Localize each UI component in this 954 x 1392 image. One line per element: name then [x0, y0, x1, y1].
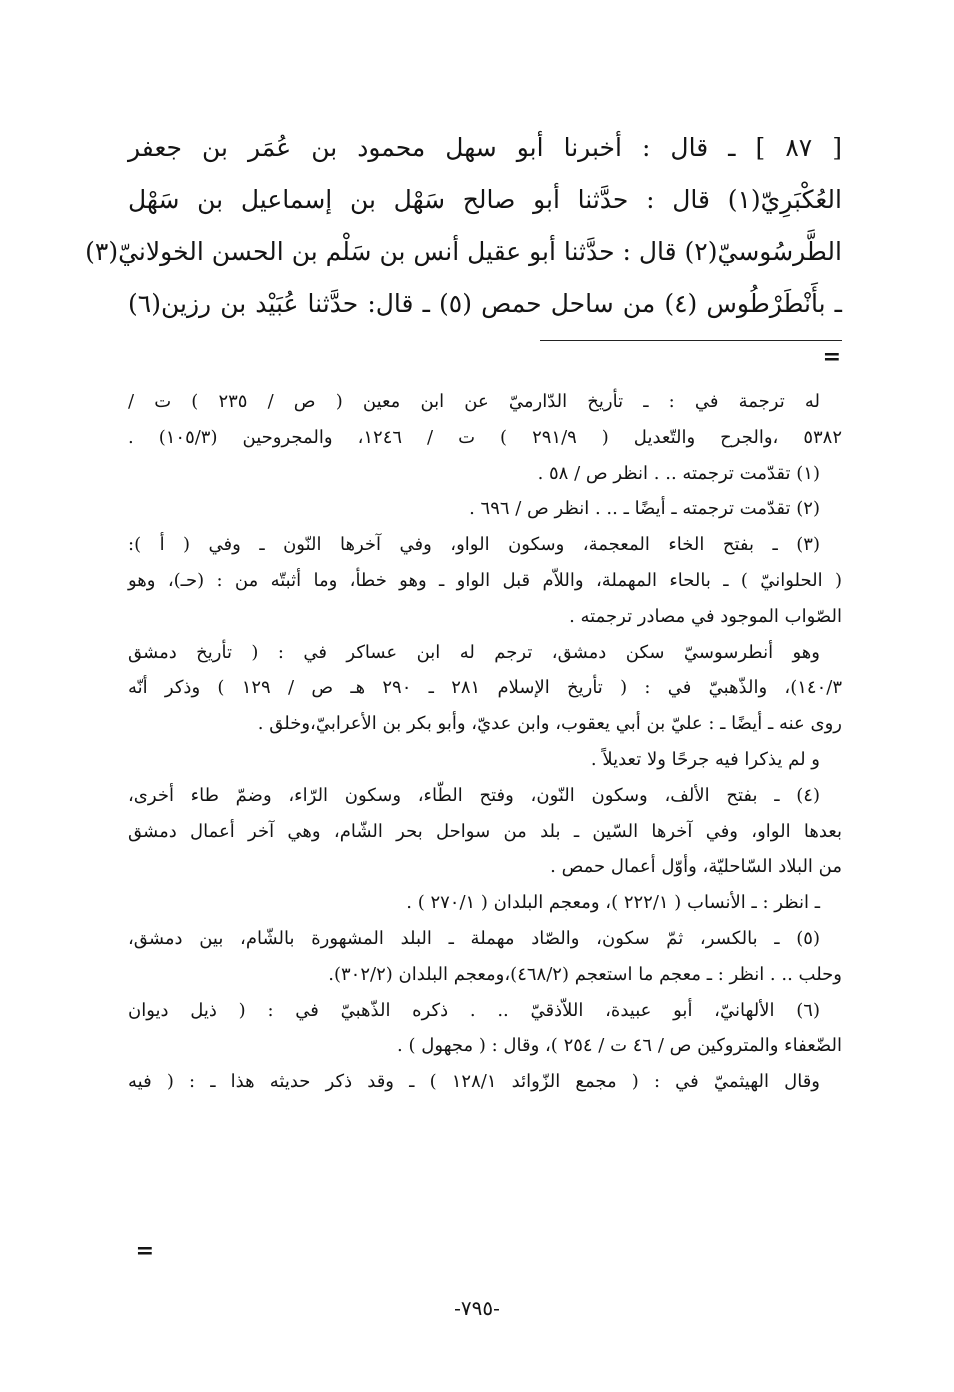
footnote-line: روى عنه ـ أيضًا ـ : عليّ بن أبي يعقوب، وابن عديّ، وأبو بكر بن الأعرابيّ،وخلق .	[257, 713, 842, 735]
page-number: -٧٩٥-	[454, 1296, 500, 1320]
footnote-line: بعدها الواو، وفي آخرها السّين ـ بلد من سواحل بحر الشّام، وهي آخر أعمال دمشق	[128, 820, 842, 842]
main-text-line: العُكْبَرِيّ(١) قال : حدَّثنا أبو صالح سَهْل بن إسماعيل بن سَهْل	[128, 185, 842, 214]
footnote-line: الصّواب الموجود في مصادر ترجمته .	[569, 605, 842, 627]
footnote-separator-rule	[540, 340, 842, 341]
footnote-line: من البلاد السّاحليّة، وأوّل أعمال حمص .	[550, 856, 842, 878]
footnote-line: (٢) تقدّمت ترجمته ـ أيضًا ـ .. . انظر ص / ٦٩٦ .	[469, 498, 820, 520]
footnote-line: الضّعفاء والمتروكين ص / ٤٦ ت / ٢٥٤ )، وقال : ( مجهول ) .	[397, 1035, 842, 1057]
footnote-line: له ترجمة في : ـ تأريخ الدّارميّ عن ابن معين ( ص / ٢٣٥ ) ت /	[128, 391, 821, 412]
footnote-line: (٤) ـ بفتح الألف، وسكون النّون، وفتح الطّاء، وسكون الرّاء، وضمّ طاء أخرى،	[128, 784, 820, 806]
footnote-line: (١) تقدّمت ترجمته .. . انظر ص / ٥٨ .	[537, 462, 820, 484]
footnote-line: (٦) الألهانيّ، أبو عبيدة، اللاّذقيّ .. . ذكره الذّهبيّ في : ( ذيل ديوان	[128, 999, 820, 1021]
main-text-line: ـ بأَنْطَرْطُوس (٤) من ساحل حمص (٥) ـ قال: حدَّثنا عُبَيْد بن رزين(٦)	[128, 289, 842, 318]
footnote-line: ( الحلوانيّ ) ـ بالحاء المهملة، واللاّم قبل الواو ـ وهو خطأ، وما أثبتّه من : (حـ)، وهو	[128, 569, 842, 591]
footnote-line: وقال الهيثميّ في : ( مجمع الزّوائد ١٢٨/١ ) ـ وقد ذكر حديثه هذا ـ : ( فيه	[128, 1071, 820, 1093]
footnotes-block	[128, 384, 842, 1100]
main-text-block	[85, 122, 842, 330]
footnote-line: و لم يذكرا فيه جرحًا ولا تعديلاً .	[590, 748, 820, 770]
footnote-line: ١٤٠/٣)، والذّهبيّ في : ( تأريخ الإسلام ٢٨١ ـ ٢٩٠ هـ ص / ١٢٩ ) وذكر أنّه	[128, 677, 842, 699]
main-text-line: الطَّرسُوسيّ(٢) قال : حدَّثنا أبو عقيل أنس بن سَلْم بن الحسن الخولانيّ(٣)	[85, 237, 842, 266]
continuation-mark: =	[822, 344, 841, 370]
footnote-line: وهو أنطرسوسيّ سكن دمشق، ترجم له ابن عساكر في : ( تأريخ دمشق	[128, 641, 820, 663]
footnote-line: وحلب .. . انظر : ـ معجم ما استعجم (٤٦٨/٢)،ومعجم البلدان (٣٠٢/٢).	[328, 963, 842, 985]
footnote-line: ـ انظر : ـ الأنساب ( ٢٢٢/١ )، ومعجم البلدان ( ٢٧٠/١ ) .	[406, 892, 820, 914]
continuation-mark: =	[135, 1238, 154, 1264]
footnote-line: (٣) ـ بفتح الخاء المعجمة، وسكون الواو، وفي آخرها النّون ـ وفي ( أ ):	[128, 534, 820, 556]
footnote-line: ٥٣٨٢ ،والجرح والتّعديل ( ٢٩١/٩ ) ت / ١٢٤٦، والمجروحين (١٠٥/٣) .	[128, 426, 843, 448]
footnote-line: (٥) ـ بالكسر، ثمّ سكون، والصّاد مهملة ـ البلد المشهورة بالشّام، بين دمشق،	[128, 927, 820, 949]
main-text-line: [ ٨٧ ] ـ قال : أخبرنا أبو سهل محمود بن عُمَر بن جعفر	[128, 133, 842, 162]
